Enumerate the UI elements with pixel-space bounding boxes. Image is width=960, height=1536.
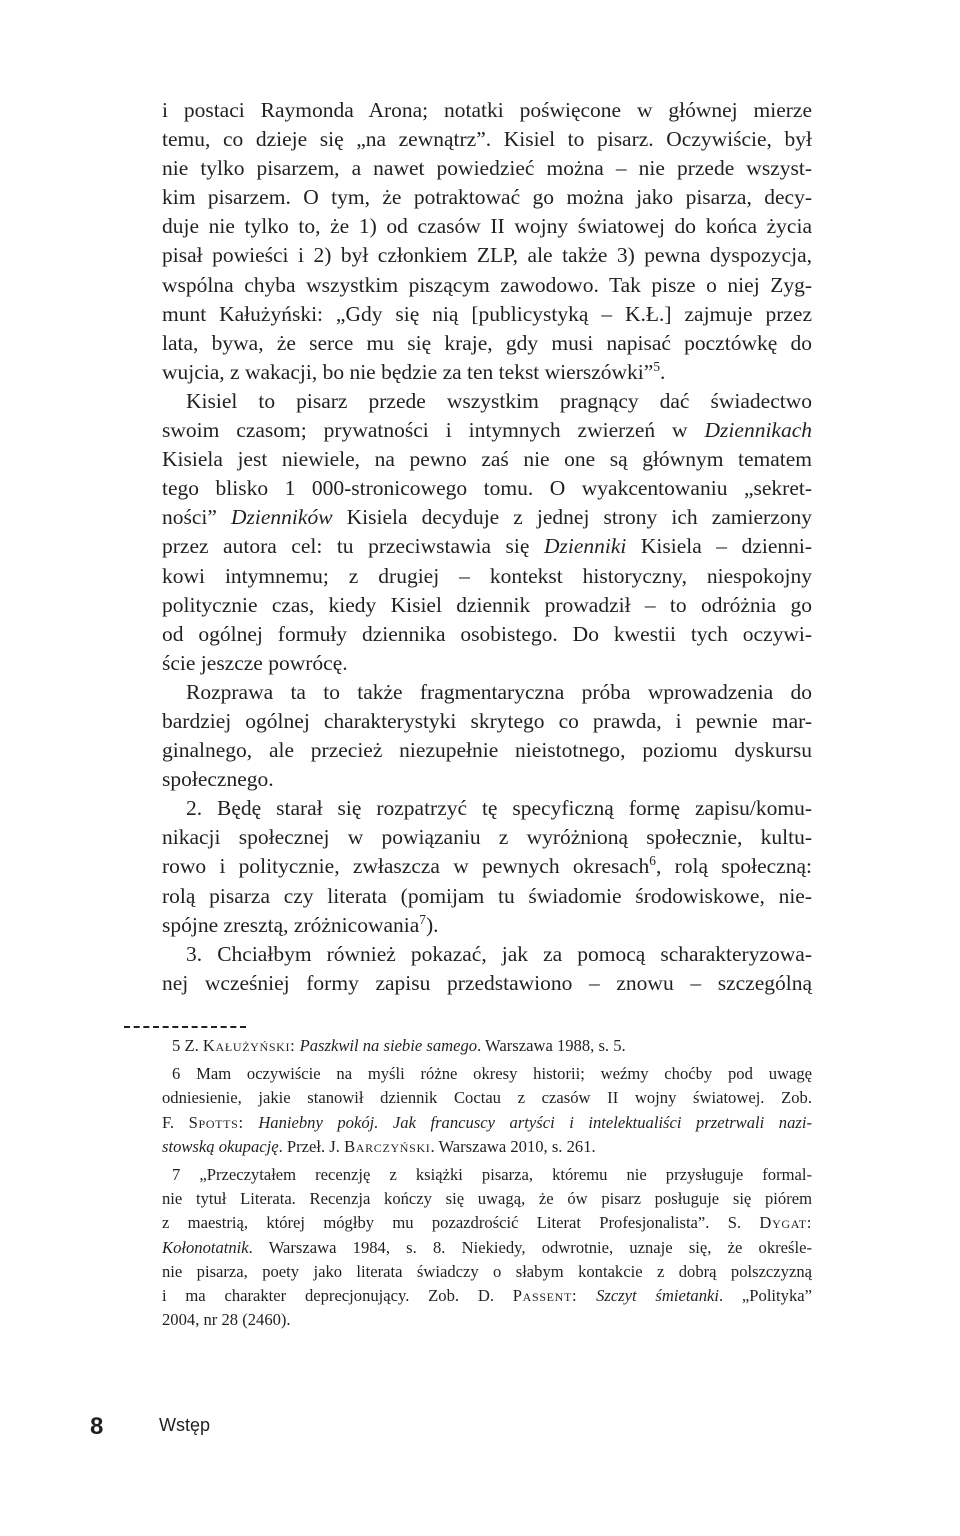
footnote-line: [162, 1236, 812, 1260]
running-head: Wstęp: [159, 1415, 211, 1435]
text-span: 5 Z.: [172, 1036, 203, 1055]
main-text: [162, 96, 812, 998]
text-span: . Warszawa 2010, s. 261.: [430, 1136, 596, 1156]
text-line: i postaci Raymonda Arona; notatki poświęcone w głównej mierze: [162, 98, 812, 122]
text-span: spójne zresztą, zróżnicowania: [162, 912, 420, 937]
footnote-line: odniesienie, jakie stanowił dziennik Coctau z czasów II wojny światowej. Zob.: [162, 1088, 812, 1108]
italic-title: Szczyt śmietanki: [596, 1285, 719, 1305]
text-span: , rolą społeczną:: [655, 854, 812, 879]
text-line: temu, co dzieje się „na zewnątrz”. Kisiel to pisarz. Oczywiście, był: [162, 127, 812, 152]
text-span: i ma charakter deprecjonujący. Zob. D.: [162, 1285, 513, 1305]
text-span: z maestrią, której mógłby mu pozazdrościć Literat Profesjonalista”. S.: [162, 1213, 760, 1233]
text-span: . Warszawa 1984, s. 8. Niekiedy, odwrotnie, uznaje się, że określe-: [248, 1237, 812, 1257]
text-span: ).: [425, 912, 439, 937]
text-span: . Przeł. J.: [278, 1136, 345, 1156]
footnote-ref-6: 6: [649, 853, 656, 869]
footnote-5: [162, 1034, 812, 1058]
author-name: Dygat:: [759, 1213, 812, 1233]
paragraph-start: 2. Będę starał się rozpatrzyć tę specyficzną formę zapisu/komu-: [186, 796, 812, 821]
text-line: kim pisarzem. O tym, że potraktować go można jako pisarza, decy-: [162, 185, 812, 210]
footnote-separator: [124, 1026, 246, 1028]
author-name: Barczyński: [344, 1136, 431, 1156]
text-line: od ogólnej formuły dziennika osobistego. Do kwestii tych oczywi-: [162, 621, 812, 646]
italic-title: Dzienniki: [543, 534, 627, 559]
text-line: [162, 503, 812, 532]
italic-title: stowską okupację: [162, 1136, 279, 1156]
text-span: ności”: [162, 505, 232, 530]
text-line: bardziej ogólnej charakterystyki skrytego co prawda, i pewnie mar-: [162, 708, 812, 733]
footnote-6: 6 Mam oczywiście na myśli różne okresy historii; weźmy choćby pod uwagę: [172, 1064, 812, 1084]
paragraph-start: 3. Chciałbym również pokazać, jak za pomocą scharakteryzowa-: [186, 941, 812, 966]
author-name: Spotts:: [188, 1112, 244, 1132]
text-line: munt Kałużyński: „Gdy się nią [publicystyką – K.Ł.] zajmuje przez: [162, 301, 812, 326]
text-span: .: [659, 359, 666, 384]
footnote-ref-7: 7: [419, 911, 426, 927]
text-line: rolą pisarza czy literata (pomijam tu świadomie środowiskowe, nie-: [162, 883, 812, 908]
text-line: [162, 358, 812, 387]
footnote-line: nie pisarza, poety jako literata świadczy o słabym kontakcie z dobrą polszczyzną: [162, 1261, 812, 1281]
text-line: [162, 416, 812, 445]
text-line: [162, 911, 812, 940]
text-span: . „Polityka”: [719, 1285, 812, 1305]
text-span: wujcia, z wakacji, bo nie będzie za ten tekst wierszówki”: [162, 359, 654, 384]
text-line: [162, 532, 812, 561]
text-line: tego blisko 1 000-stronicowego tomu. O wyakcentowaniu „sekret-: [162, 476, 812, 501]
text-span: swoim czasom; prywatności i intymnych zwierzeń w: [162, 418, 705, 443]
text-line: [162, 852, 812, 881]
text-line: pisał powieści i 2) był członkiem ZLP, ale także 3) pewna dyspozycja,: [162, 243, 812, 268]
text-span: Kisiela decyduje z jednej strony ich zamierzony: [332, 505, 812, 530]
text-line: społecznego.: [162, 767, 274, 792]
text-line: nikacji społecznej w powiązaniu z wyróżnioną społecznie, kultu-: [162, 825, 812, 850]
text-line: Kisiela jest niewiele, na pewno zaś nie one są głównym tematem: [162, 447, 812, 472]
text-line: lata, bywa, że serce mu się kraje, gdy musi napisać pocztówkę do: [162, 330, 812, 355]
text-line: wspólna chyba wszystkim piszącym zawodowo. Tak pisze o niej Zyg-: [162, 272, 812, 297]
text-line: nie tylko pisarzem, a nawet powiedzieć można – nie przede wszyst-: [162, 156, 812, 181]
text-line: kowi intymnemu; z drugiej – kontekst historyczny, niespokojny: [162, 563, 812, 588]
footnote-line: [162, 1284, 812, 1308]
paragraph-start: Rozprawa ta to także fragmentaryczna próba wprowadzenia do: [186, 679, 812, 704]
text-line: politycznie czas, kiedy Kisiel dziennik prowadził – to odróżnia go: [162, 592, 812, 617]
paragraph-start: Kisiel to pisarz przede wszystkim pragnący dać świadectwo: [186, 388, 812, 413]
text-span: przez autora cel: tu przeciwstawia się: [162, 534, 544, 559]
author-name: Kałużyński:: [202, 1036, 296, 1055]
footnote-7: 7 „Przeczytałem recenzję z książki pisarza, któremu nie przysługuje formal-: [172, 1164, 812, 1184]
text-span: F.: [162, 1112, 189, 1132]
text-line: nej wcześniej formy zapisu przedstawiono – znowu – szczególną: [162, 970, 812, 995]
italic-title: Dziennikach: [704, 418, 812, 443]
text-span: rowo i politycznie, zwłaszcza w pewnych okresach: [162, 854, 650, 879]
author-name: Passent:: [512, 1285, 578, 1305]
italic-title: Kołonotatnik: [162, 1237, 249, 1257]
text-line: ginalnego, ale przecież niezupełnie nieistotnego, poziomu dyskursu: [162, 738, 812, 763]
footnote-line: [162, 1135, 812, 1159]
footnotes: [162, 1034, 812, 1332]
text-span: Kisiela – dzienni-: [626, 534, 812, 559]
footnote-line: [162, 1111, 812, 1135]
text-line: duje nie tylko to, że 1) od czasów II wojny światowej do końca życia: [162, 214, 812, 239]
text-span: . Warszawa 1988, s. 5.: [477, 1036, 626, 1055]
italic-title: Haniebny pokój. Jak francuscy artyści i intelektualiści przetrwali nazi-: [258, 1112, 812, 1132]
footnote-ref-5: 5: [653, 358, 660, 374]
footnote-line: [162, 1211, 812, 1235]
italic-title: Dzienników: [231, 505, 333, 530]
page-number: 8: [90, 1413, 104, 1440]
footnote-line: nie tytuł Literata. Recenzja kończy się uwagą, że ów pisarz posługuje się piórem: [162, 1189, 812, 1209]
italic-title: Paszkwil na siebie samego: [299, 1036, 478, 1055]
text-line: ście jeszcze powrócę.: [162, 650, 348, 675]
footnote-line: 2004, nr 28 (2460).: [162, 1310, 291, 1330]
